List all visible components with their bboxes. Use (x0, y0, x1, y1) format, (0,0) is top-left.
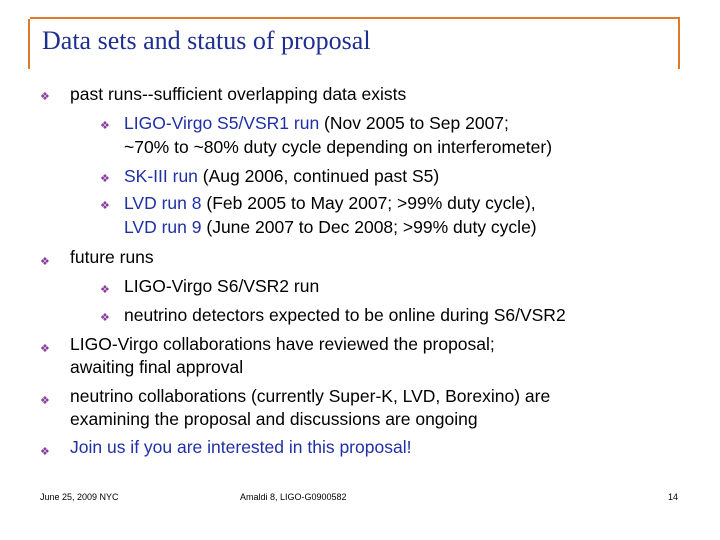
diamond-bullet-icon: ❖ (100, 200, 110, 212)
detail-text: (Aug 2006, continued past S5) (197, 166, 440, 186)
bullet-text: LIGO-Virgo collaborations have reviewed the proposal; (70, 334, 495, 354)
diamond-bullet-icon: ❖ (40, 91, 50, 103)
call-to-action-text: Join us if you are interested in this proposal! (70, 437, 412, 457)
bullet-text: neutrino collaborations (currently Super-K, LVD, Borexino) are (70, 386, 551, 406)
sub-bullet-text (124, 192, 536, 214)
diamond-bullet-icon: ❖ (100, 120, 110, 132)
sub-bullet-continuation (124, 216, 537, 238)
detail-text: (Feb 2005 to May 2007; >99% duty cycle), (201, 193, 536, 213)
highlight-text: LIGO-Virgo S5/VSR1 run (124, 113, 320, 133)
diamond-bullet-icon: ❖ (40, 343, 50, 355)
bullet-text: future runs (70, 247, 154, 267)
bullet-continuation: awaiting final approval (70, 357, 244, 377)
bullet-continuation: examining the proposal and discussions are ongoing (70, 409, 478, 429)
sub-bullet-continuation: ~70% to ~80% duty cycle depending on interferometer) (124, 137, 553, 157)
diamond-bullet-icon: ❖ (100, 173, 110, 185)
highlight-text: LVD run 9 (124, 217, 202, 237)
highlight-text: SK-III run (124, 166, 198, 186)
sub-bullet-text: neutrino detectors expected to be online during S6/VSR2 (124, 305, 566, 325)
bullet-text: past runs--sufficient overlapping data exists (70, 84, 407, 104)
footer-event: Amaldi 8, LIGO-G0900582 (240, 492, 347, 502)
detail-text: (June 2007 to Dec 2008; >99% duty cycle) (201, 217, 537, 237)
diamond-bullet-icon: ❖ (40, 446, 50, 458)
page-number: 14 (668, 492, 679, 502)
diamond-bullet-icon: ❖ (100, 284, 110, 296)
sub-bullet-text (124, 112, 509, 134)
footer-date: June 25, 2009 NYC (40, 492, 119, 502)
diamond-bullet-icon: ❖ (40, 256, 50, 268)
slide-title: Data sets and status of proposal (42, 26, 371, 55)
detail-text: (Nov 2005 to Sep 2007; (319, 113, 509, 133)
diamond-bullet-icon: ❖ (100, 312, 110, 324)
diamond-bullet-icon: ❖ (40, 395, 50, 407)
highlight-text: LVD run 8 (124, 193, 202, 213)
sub-bullet-text: LIGO-Virgo S6/VSR2 run (124, 276, 320, 296)
sub-bullet-text (124, 165, 439, 187)
